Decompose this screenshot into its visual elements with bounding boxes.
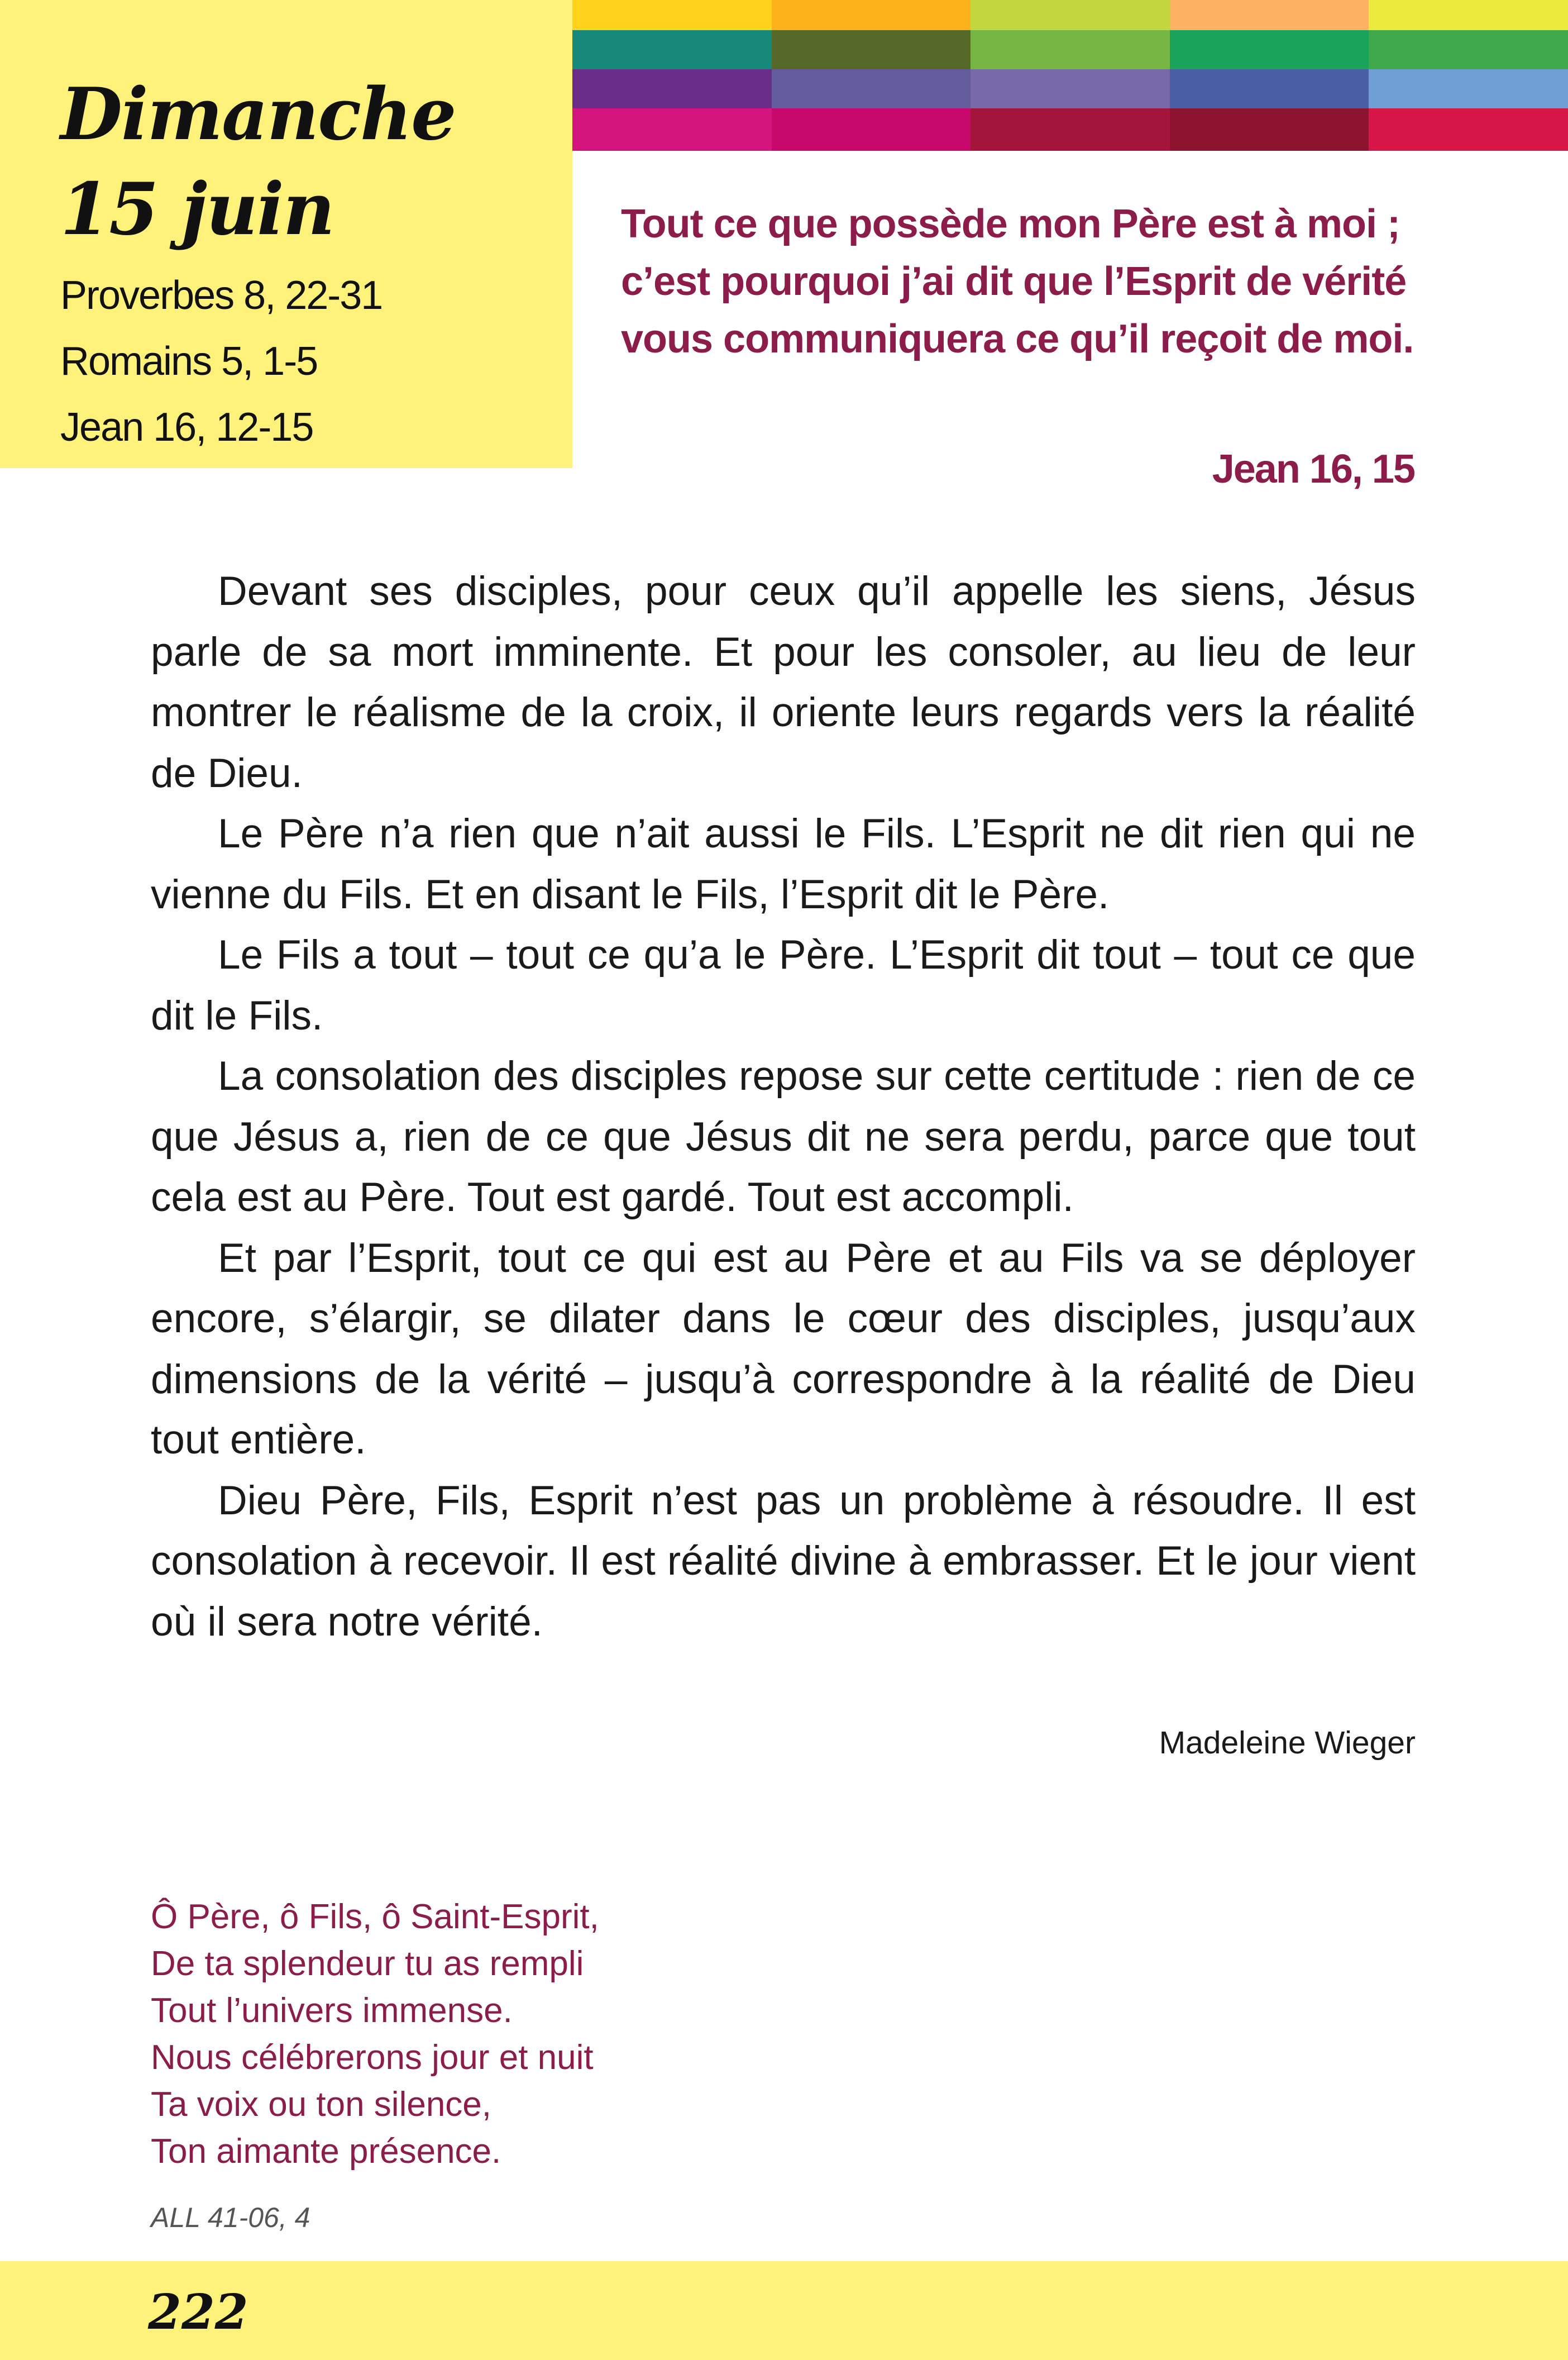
hymn-line: De ta splendeur tu as rempli [151, 1944, 584, 1983]
color-swatch [971, 69, 1170, 108]
color-swatch [772, 108, 971, 151]
hymn-line: Ton aimante présence. [151, 2132, 501, 2171]
reading-reference: Proverbes 8, 22-31 [60, 273, 383, 318]
verse-quote: Tout ce que possède mon Père est à moi ; c’est pourquoi j’ai dit que l’Esprit de vérité vous communiquera ce qu’il reçoit de moi. [621, 202, 1414, 361]
body-paragraph: Dieu Père, Fils, Esprit n’est pas un problème à résoudre. Il est consolation à recevoir. Il est réalité divine à embrasser. Et le jour vient où il sera notre vérité. [151, 1477, 1416, 1644]
hymn-line: Tout l’univers immense. [151, 1991, 513, 2030]
reading-reference: Jean 16, 12-15 [60, 405, 313, 450]
day-name: Dimanche [60, 73, 456, 156]
color-swatch [1170, 69, 1369, 108]
color-swatch [1170, 0, 1369, 30]
page-footer [0, 2261, 1568, 2360]
color-swatch [772, 69, 971, 108]
color-swatch [1170, 30, 1369, 69]
color-swatch [971, 108, 1170, 151]
readings-list [60, 263, 382, 460]
date-label: 15 juin [60, 168, 334, 251]
hymn-reference: ALL 41-06, 4 [151, 2202, 310, 2233]
body-paragraph: Le Père n’a rien que n’ait aussi le Fils. L’Esprit ne dit rien qui ne vienne du Fils. Et en disant le Fils, l’Esprit dit le Père. [151, 811, 1416, 917]
color-swatch [1369, 108, 1568, 151]
date-header [0, 0, 572, 468]
color-swatch [572, 30, 772, 69]
date-title [60, 67, 456, 257]
color-swatch [1170, 108, 1369, 151]
color-swatch [572, 69, 772, 108]
reading-reference: Romains 5, 1-5 [60, 339, 318, 384]
color-swatch [1369, 0, 1568, 30]
body-paragraph: La consolation des disciples repose sur cette certitude : rien de ce que Jésus a, rien de ce que Jésus dit ne sera perdu, parce que tout cela est au Père. Tout est gardé. Tout est accompli. [151, 1053, 1416, 1220]
body-paragraph: Devant ses disciples, pour ceux qu’il appelle les siens, Jésus parle de sa mort imminente. Et pour les consoler, au lieu de leur montrer le réalisme de la croix, il oriente leurs regards vers la réalité de Dieu. [151, 569, 1416, 796]
body-paragraph: Et par l’Esprit, tout ce qui est au Père et au Fils va se déployer encore, s’élargir, se dilater dans le cœur des disciples, jusqu’aux dimensions de la vérité – jusqu’à correspondre à la réalité de Dieu tout entière. [151, 1235, 1416, 1462]
hymn-line: Ô Père, ô Fils, ô Saint-Esprit, [151, 1897, 599, 1936]
color-swatch [971, 0, 1170, 30]
hymn-stanza [151, 1894, 599, 2175]
color-swatch [772, 0, 971, 30]
color-grid [572, 0, 1568, 151]
color-swatch [572, 108, 772, 151]
meditation-body [151, 561, 1416, 1652]
color-swatch [572, 0, 772, 30]
page-number: 222 [148, 2284, 248, 2340]
color-swatch [1369, 30, 1568, 69]
color-swatch [772, 30, 971, 69]
body-paragraph: Le Fils a tout – tout ce qu’a le Père. L’Esprit dit tout – tout ce que dit le Fils. [151, 932, 1416, 1038]
hymn-line: Ta voix ou ton silence, [151, 2085, 492, 2124]
author-name: Madeleine Wieger [1159, 1725, 1416, 1761]
color-swatch [971, 30, 1170, 69]
hymn-line: Nous célébrerons jour et nuit [151, 2038, 594, 2077]
color-swatch [1369, 69, 1568, 108]
verse-reference: Jean 16, 15 [1212, 447, 1414, 492]
